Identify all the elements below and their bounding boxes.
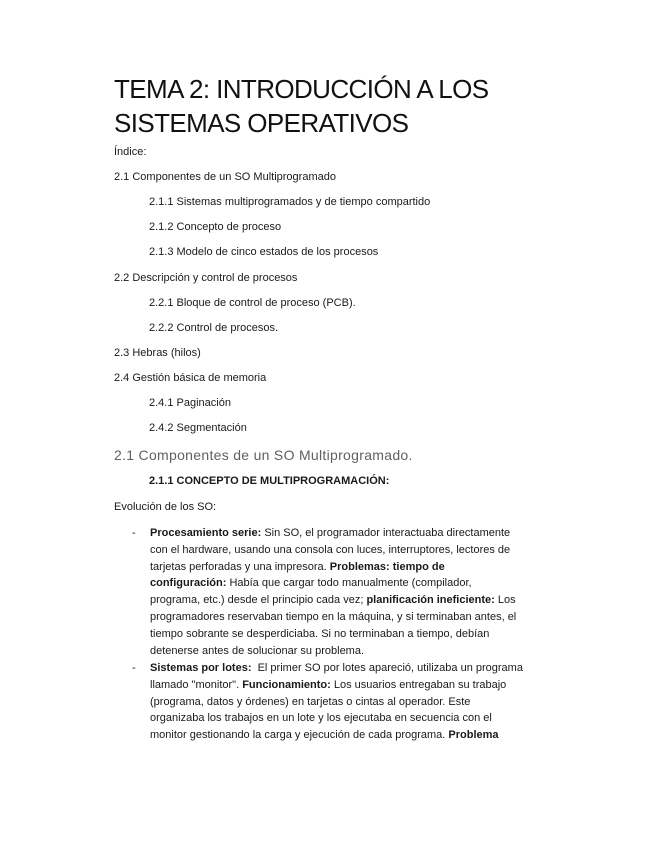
index-label: Índice: (114, 146, 147, 158)
section-heading: 2.1 Componentes de un SO Multiprogramado. (114, 447, 413, 463)
text-line (150, 559, 542, 576)
text-run: programadores reservaban tiempo en la máquina, y si terminaban antes, el (150, 610, 517, 623)
toc-item: 2.2 Descripción y control de procesos (114, 272, 298, 284)
toc-item: 2.1.2 Concepto de proceso (149, 221, 282, 233)
bold-run: Funcionamiento: (242, 678, 331, 691)
text-line (150, 626, 542, 643)
toc-item: 2.3 Hebras (hilos) (114, 347, 201, 359)
text-run: llamado "monitor". (150, 678, 243, 691)
text-run: detenerse antes de solucionar su problema. (150, 644, 365, 657)
document-title: TEMA 2: INTRODUCCIÓN A LOS SISTEMAS OPERATIVOS (114, 74, 489, 138)
bullet-text (150, 525, 542, 659)
toc-item: 2.1 Componentes de un SO Multiprogramado (114, 171, 336, 183)
toc-item: 2.4 Gestión básica de memoria (114, 372, 267, 384)
text-run: Había que cargar todo manualmente (compilador, (226, 577, 472, 590)
bold-run: configuración: (150, 577, 227, 590)
text-line (150, 694, 542, 711)
text-run: Los (494, 594, 516, 607)
text-line (150, 727, 542, 744)
sub-heading: 2.1.1 CONCEPTO DE MULTIPROGRAMACIÓN: (149, 475, 390, 487)
toc-item: 2.2.2 Control de procesos. (149, 322, 279, 334)
bold-run: Sistemas por lotes: (150, 662, 252, 674)
text-run: programa, etc.) desde el principio cada vez; (150, 594, 367, 607)
bold-run: Procesamiento serie: (150, 527, 262, 539)
bold-run: Problema (448, 729, 499, 742)
text-run: monitor gestionando la carga y ejecución de cada programa. (150, 729, 449, 742)
toc-item: 2.4.2 Segmentación (149, 422, 247, 434)
text-run: tiempo sobrante se desperdiciaba. Si no terminaban a tiempo, debían (150, 627, 490, 640)
text-line (150, 575, 542, 592)
text-run: con el hardware, usando una consola con luces, interruptores, lectores de (150, 543, 511, 556)
text-run: organizaba los trabajos en un lote y los ejecutaba en secuencia con el (150, 712, 492, 725)
bold-run: planificación ineficiente: (366, 594, 495, 607)
text-line (150, 592, 542, 609)
bold-run: Problemas: tiempo de (329, 560, 445, 573)
text-line (150, 677, 542, 694)
list-item (132, 525, 542, 659)
text-run: (programa, datos y órdenes) en tarjetas o cintas al operador. Este (150, 695, 471, 708)
intro-paragraph: Evolución de los SO: (114, 501, 217, 513)
text-run: El primer SO por lotes apareció, utilizaba un programa (251, 662, 523, 674)
text-run: Los usuarios entregaban su trabajo (330, 678, 507, 691)
toc-item: 2.4.1 Paginación (149, 397, 231, 409)
text-run: tarjetas perforadas y una impresora. (150, 560, 330, 573)
text-run: Sin SO, el programador interactuaba directamente (261, 527, 511, 539)
bullet-marker: - (132, 527, 136, 539)
text-line (150, 660, 542, 677)
list-item (132, 660, 542, 744)
toc-item: 2.1.1 Sistemas multiprogramados y de tiempo compartido (149, 196, 431, 208)
text-line (150, 710, 542, 727)
text-line (150, 609, 542, 626)
bullet-marker: - (132, 662, 136, 674)
text-line (150, 525, 542, 542)
text-line (150, 542, 542, 559)
toc-item: 2.2.1 Bloque de control de proceso (PCB). (149, 297, 356, 309)
toc-item: 2.1.3 Modelo de cinco estados de los procesos (149, 246, 379, 258)
text-line (150, 643, 542, 660)
bullet-text (150, 660, 542, 744)
